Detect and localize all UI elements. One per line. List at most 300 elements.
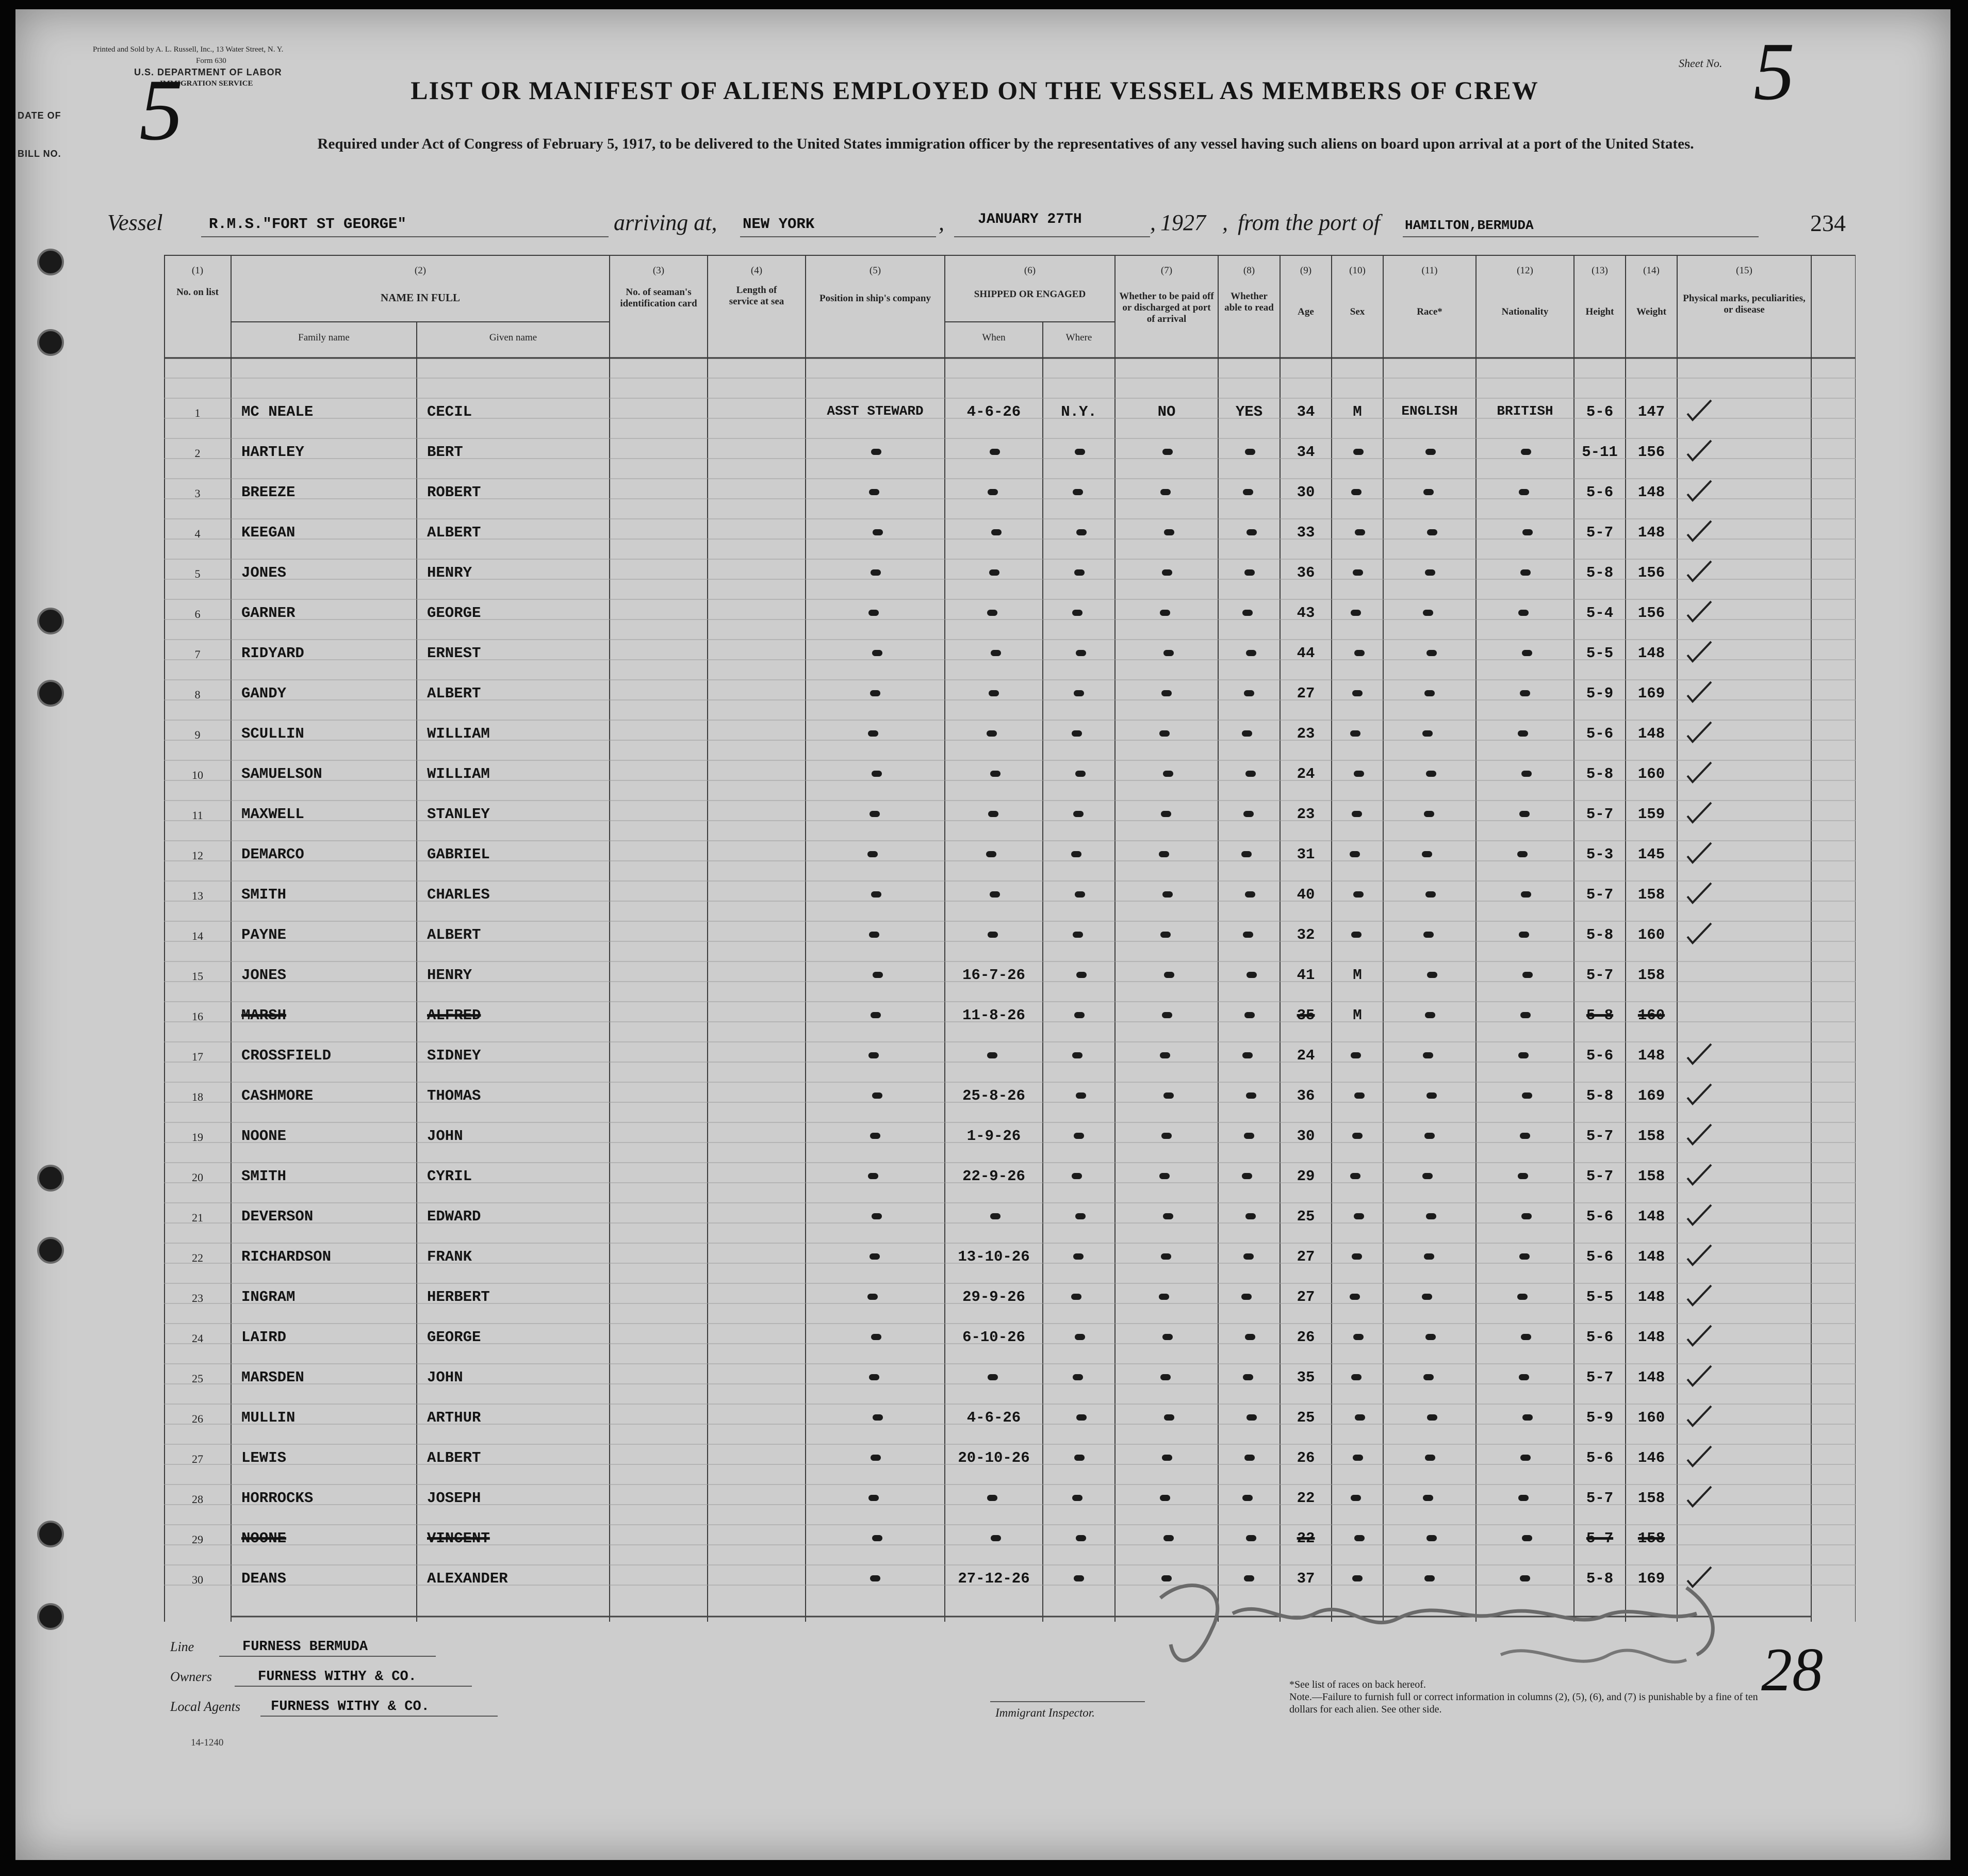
check-mark-icon <box>1684 1362 1715 1393</box>
ditto-mark <box>872 650 882 656</box>
ditto-mark <box>1161 1253 1171 1260</box>
ditto-mark <box>1160 932 1171 938</box>
cell-where: N.Y. <box>1061 403 1097 420</box>
cell-when: 4-6-26 <box>966 403 1021 420</box>
ditto-mark <box>1162 1012 1172 1018</box>
ditto-mark <box>1074 1012 1085 1018</box>
ditto-mark <box>1521 1334 1531 1340</box>
cell-height: 5-6 <box>1586 1248 1614 1265</box>
check-mark-icon <box>1684 1201 1715 1232</box>
cell-height: 5-5 <box>1586 645 1614 662</box>
ditto-mark <box>871 569 881 576</box>
col-num: (9) <box>1300 265 1312 276</box>
col-header-nationality: Nationality <box>1501 306 1549 317</box>
ditto-mark <box>1352 690 1363 696</box>
fine-note: Note.—Failure to furnish full or correct information in columns (2), (5), (6), and (7) is punishable by a fine of ten dollars for each alien. See other side. <box>1289 1691 1758 1715</box>
cell-height: 5-6 <box>1586 1329 1614 1346</box>
ditto-mark <box>1521 771 1532 777</box>
cell-no: 27 <box>192 1453 203 1465</box>
punch-hole <box>37 680 64 707</box>
col-num: (6) <box>1024 265 1036 276</box>
cell-age: 32 <box>1297 926 1315 943</box>
department-name: U.S. DEPARTMENT OF LABOR <box>134 67 282 77</box>
ditto-mark <box>871 1334 881 1340</box>
ditto-mark <box>1245 1213 1256 1219</box>
cell-given: JOHN <box>427 1369 463 1386</box>
ditto-mark <box>990 891 1000 898</box>
cell-height: 5-7 <box>1586 886 1614 903</box>
cell-when: 27-12-26 <box>958 1570 1030 1587</box>
ditto-mark <box>1074 690 1084 696</box>
cell-no: 19 <box>192 1131 203 1144</box>
ditto-mark <box>1519 1253 1530 1260</box>
ditto-mark <box>1072 610 1083 616</box>
cell-weight: 148 <box>1637 1329 1665 1346</box>
cell-family: DEMARCO <box>241 846 304 863</box>
check-mark-icon <box>1684 1120 1715 1151</box>
ditto-mark <box>1242 610 1253 616</box>
ditto-mark <box>1159 730 1170 737</box>
cell-family: RIDYARD <box>241 645 304 662</box>
cell-height: 5-5 <box>1586 1288 1614 1306</box>
ditto-mark <box>1520 1133 1530 1139</box>
ditto-mark <box>1519 811 1530 817</box>
col-num: (3) <box>652 265 665 276</box>
ditto-mark <box>873 1414 883 1421</box>
cell-no: 18 <box>192 1090 203 1103</box>
table-row <box>164 794 1856 835</box>
ditto-mark <box>1351 610 1361 616</box>
check-mark-icon <box>1684 396 1715 427</box>
ditto-mark <box>1075 1334 1085 1340</box>
ditto-mark <box>1519 932 1529 938</box>
cell-age: 30 <box>1297 1128 1315 1145</box>
cell-weight: 169 <box>1637 685 1665 702</box>
cell-weight: 148 <box>1637 1047 1665 1064</box>
col-num: (4) <box>750 265 763 276</box>
cell-family: PAYNE <box>241 926 287 943</box>
cell-weight: 145 <box>1637 846 1665 863</box>
ditto-mark <box>1426 1213 1436 1219</box>
cell-weight: 148 <box>1637 645 1665 662</box>
ditto-mark <box>987 1052 997 1058</box>
handwritten-count: 28 <box>1761 1635 1823 1704</box>
ditto-mark <box>1164 1414 1174 1421</box>
ditto-mark <box>1247 529 1257 535</box>
ditto-mark <box>1072 1173 1082 1179</box>
cell-no: 15 <box>192 970 203 983</box>
cell-given: ALBERT <box>427 926 481 943</box>
ditto-mark <box>1074 1455 1085 1461</box>
manifest-sheet: DATE OF BILL NO. Printed and Sold by A. L. Russell, Inc., 13 Water Street, N. Y. Form 630 U.S. DEPARTMENT OF LABOR IMMIGRATION SERVICE 5 Sheet No. 5 LIST OR MANIFEST OF ALIENS EMPLOYED ON THE VESSEL AS MEMBERS OF CREW Required under Act of Congress of February 5, 1917, to be delivered to the United States immigration officer by the representatives of any vessel having such aliens on board upon arrival at a port of the United States. Vessel R.M.S."FORT ST GEORGE" arriving at, NEW YORK , JANUARY 27TH , 1927 , from the port of HAMILTON,BERMUDA 234 (1) (2) (3) (4) (5) (6) (7) (8) (9) (10) (11) (12) (13) (14) (15) No. on list NAME IN FULL Family name Given name No. of seaman's identification card Length of service at sea Position in ship's company SHIPPED OR ENGAGED When Where Whether to be paid off or discharged at port of arrival Whether able to read Age Sex Race* Nationality Height Weight Physical marks, peculiarities, or disease 1 MC NEALE CECIL ASST STEWARD 4-6-26 N.Y. NO YES 34 M ENGLISH BRITISH 5-6 147 2 HARTLEY BERT 34 5-11 156 3 BREEZE ROBERT 30 5-6 148 4 KEEGAN ALBERT 33 5-7 148 5 JONES HENRY 36 5-8 156 6 GARNER GEORGE 43 5-4 156 7 RIDYARD ERNEST 44 5-5 148 8 GANDY ALBERT 27 5-9 169 9 SCULLIN WILLIAM 23 5-6 148 10 SAMUELSON WILLIAM 24 5-8 160 11 MAXWELL STANLEY 23 5-7 159 12 DEMARCO GABRIEL 31 5-3 145 13 SMITH CHARLES 40 5-7 158 14 PAYNE ALBERT 32 5-8 160 15 JONES HENRY 16-7-26 41 M 5-7 158 16 MARSH ALFRED 11-8-26 35 M 5-8 160 17 CROSSFIELD SIDNEY 24 5-6 148 18 CASHMORE THOMAS 25-8-26 36 5-8 169 19 NOONE JOHN 1-9-26 30 5-7 158 20 SMITH CYRIL 22-9-26 29 5-7 158 21 DEVERSON EDWARD 25 5-6 148 22 RICHARDSON FRANK 13-10-26 27 5-6 148 23 INGRAM HERBERT 29-9-26 27 5-5 148 24 LAIRD GEORGE 6-10-26 26 5-6 148 25 MARSDEN JOHN 35 5-7 148 26 MULLIN ARTHUR 4-6-26 25 5-9 160 27 LEWIS ALBERT 20-10-26 26 5-6 146 28 HORROCKS JOSEPH 22 5-7 158 29 NOONE VINCENT 22 5-7 158 30 DEANS ALEXANDER 27-12-26 37 5-8 169 Line FURNESS BERMUDA Owners FURNESS WITHY & CO. Local Agents FURNESS WITHY & CO. 14-1240 Immigrant Inspector. *See list of races on back hereof. Note.—Failure to furnish full or correct information in columns (2), (5), (6), and (7) is punishable by a fine of ten dollars for each alien. See other side. 28 <box>15 9 1950 1860</box>
cell-family: MAXWELL <box>241 806 304 823</box>
ditto-mark <box>1351 1495 1361 1501</box>
cell-no: 9 <box>194 728 201 741</box>
ditto-mark <box>1522 650 1532 656</box>
punch-hole <box>37 1603 64 1630</box>
owners-value: FURNESS WITHY & CO. <box>258 1669 417 1685</box>
ditto-mark <box>1244 690 1254 696</box>
cell-no: 16 <box>192 1010 203 1023</box>
ditto-mark <box>1073 489 1083 495</box>
ditto-mark <box>1425 1334 1436 1340</box>
table-row <box>164 513 1856 553</box>
col-header-physical: Physical marks, peculiarities, or disease <box>1683 293 1806 315</box>
ditto-mark <box>1425 569 1435 576</box>
from-label: from the port of <box>1238 210 1380 235</box>
ditto-mark <box>1245 891 1255 898</box>
cell-age: 26 <box>1297 1449 1315 1466</box>
ditto-mark <box>1247 1414 1257 1421</box>
cell-nationality: BRITISH <box>1497 403 1553 419</box>
ditto-mark <box>1160 1052 1170 1058</box>
cell-age: 36 <box>1297 1087 1315 1104</box>
cell-age: 30 <box>1297 484 1315 501</box>
cell-no: 29 <box>192 1533 203 1546</box>
cell-age: 43 <box>1297 605 1315 622</box>
ditto-mark <box>873 529 883 535</box>
cell-no: 7 <box>194 648 201 661</box>
ditto-mark <box>1423 932 1434 938</box>
cell-position: ASST STEWARD <box>827 403 924 419</box>
cell-given: THOMAS <box>427 1087 481 1104</box>
check-mark-icon <box>1684 1040 1715 1071</box>
cell-height: 5-7 <box>1586 1369 1614 1386</box>
cell-height: 5-6 <box>1586 725 1614 742</box>
col-header-height: Height <box>1585 306 1614 317</box>
cell-weight: 148 <box>1637 524 1665 541</box>
cell-when: 1-9-26 <box>966 1128 1021 1145</box>
ditto-mark <box>1242 730 1252 737</box>
check-mark-icon <box>1684 557 1715 588</box>
cell-height: 5-8 <box>1586 564 1614 581</box>
ditto-mark <box>1425 449 1436 455</box>
ditto-mark <box>1353 1334 1364 1340</box>
line-label: Line <box>170 1639 194 1654</box>
ditto-mark <box>1073 932 1083 938</box>
ditto-mark <box>1424 1133 1435 1139</box>
check-mark-icon <box>1684 477 1715 508</box>
ditto-mark <box>1072 730 1082 737</box>
ditto-mark <box>988 1374 998 1380</box>
cell-given: VINCENT <box>427 1530 490 1547</box>
cell-family: NOONE <box>241 1128 287 1145</box>
col-num: (7) <box>1160 265 1173 276</box>
cell-no: 3 <box>194 487 201 500</box>
col-header-idcard: No. of seaman's identification card <box>620 287 697 309</box>
col-num: (2) <box>414 265 427 276</box>
cell-height: 5-6 <box>1586 1047 1614 1064</box>
col-num: (1) <box>191 265 204 276</box>
ditto-mark <box>1423 1052 1433 1058</box>
check-mark-icon <box>1684 678 1715 709</box>
ditto-mark <box>991 529 1002 535</box>
col-num: (12) <box>1517 265 1533 276</box>
ditto-mark <box>1071 851 1081 857</box>
page-title: LIST OR MANIFEST OF ALIENS EMPLOYED ON THE VESSEL AS MEMBERS OF CREW <box>411 76 1539 105</box>
agents-label: Local Agents <box>170 1699 241 1714</box>
cell-family: BREEZE <box>241 484 296 501</box>
cell-given: WILLIAM <box>427 765 490 782</box>
page-number: 234 <box>1810 210 1846 236</box>
cell-no: 5 <box>194 567 201 580</box>
check-mark-icon <box>1684 638 1715 668</box>
ditto-mark <box>1427 972 1437 978</box>
ditto-mark <box>871 1012 881 1018</box>
cell-no: 28 <box>192 1493 203 1506</box>
check-mark-icon <box>1684 919 1715 950</box>
cell-weight: 156 <box>1637 605 1665 622</box>
cell-given: ARTHUR <box>427 1409 481 1426</box>
table-row <box>164 915 1856 955</box>
ditto-mark <box>988 811 998 817</box>
col-header-given: Given name <box>489 332 537 343</box>
cell-family: CROSSFIELD <box>241 1047 332 1064</box>
cell-when: 6-10-26 <box>962 1329 1025 1346</box>
ditto-mark <box>1075 771 1086 777</box>
cell-height: 5-11 <box>1582 444 1618 461</box>
check-mark-icon <box>1684 1322 1715 1352</box>
cell-height: 5-7 <box>1586 1168 1614 1185</box>
arrival-date: JANUARY 27TH <box>978 211 1082 227</box>
check-mark-icon <box>1684 597 1715 628</box>
cell-weight: 160 <box>1637 765 1665 782</box>
ditto-mark <box>1245 449 1255 455</box>
margin-label: BILL NO. <box>18 149 61 159</box>
cell-no: 10 <box>192 769 203 781</box>
cell-no: 1 <box>194 406 201 419</box>
table-row <box>164 955 1856 996</box>
check-mark-icon <box>1684 1281 1715 1312</box>
cell-weight: 159 <box>1637 806 1665 823</box>
ditto-mark <box>1517 1294 1528 1300</box>
cell-age: 35 <box>1297 1007 1315 1024</box>
ditto-mark <box>867 1294 878 1300</box>
ditto-mark <box>1162 1455 1172 1461</box>
cell-weight: 148 <box>1637 1369 1665 1386</box>
ditto-mark <box>988 932 998 938</box>
ditto-mark <box>1425 1012 1435 1018</box>
cell-weight: 160 <box>1637 1409 1665 1426</box>
ditto-mark <box>1164 529 1174 535</box>
table-row <box>164 1478 1856 1519</box>
ditto-mark <box>1422 1173 1433 1179</box>
ditto-mark <box>1161 690 1172 696</box>
ditto-mark <box>1424 811 1434 817</box>
cell-no: 21 <box>192 1211 203 1224</box>
cell-no: 23 <box>192 1292 203 1304</box>
ditto-mark <box>1075 449 1085 455</box>
ditto-mark <box>1522 1535 1532 1541</box>
ditto-mark <box>1518 730 1528 737</box>
cell-family: SMITH <box>241 886 287 903</box>
cell-age: 24 <box>1297 1047 1315 1064</box>
table-row <box>164 1519 1856 1559</box>
ditto-mark <box>1351 932 1362 938</box>
ditto-mark <box>1518 610 1529 616</box>
cell-height: 5-4 <box>1586 605 1614 622</box>
ditto-mark <box>1521 891 1531 898</box>
cell-age: 22 <box>1297 1530 1315 1547</box>
check-mark-icon <box>1684 1402 1715 1433</box>
ditto-mark <box>1076 1092 1086 1099</box>
ditto-mark <box>1354 1213 1364 1219</box>
ditto-mark <box>1159 1294 1169 1300</box>
ditto-mark <box>1427 529 1437 535</box>
cell-height: 5-6 <box>1586 484 1614 501</box>
cell-family: HORROCKS <box>241 1490 314 1507</box>
cell-when: 11-8-26 <box>962 1007 1025 1024</box>
col-num: (11) <box>1421 265 1438 276</box>
cell-no: 20 <box>192 1171 203 1184</box>
ditto-mark <box>1350 851 1360 857</box>
arriving-label: arriving at, <box>614 210 717 235</box>
cell-weight: 147 <box>1637 403 1665 420</box>
table-row <box>164 472 1856 513</box>
cell-weight: 169 <box>1637 1087 1665 1104</box>
ditto-mark <box>1518 1052 1529 1058</box>
cell-height: 5-8 <box>1586 1007 1614 1024</box>
ditto-mark <box>1423 1374 1434 1380</box>
cell-given: STANLEY <box>427 806 490 823</box>
ditto-mark <box>989 569 999 576</box>
cell-when: 4-6-26 <box>966 1409 1021 1426</box>
cell-age: 41 <box>1297 967 1315 984</box>
cell-weight: 158 <box>1637 1490 1665 1507</box>
table-row <box>164 714 1856 754</box>
cell-weight: 158 <box>1637 1168 1665 1185</box>
check-mark-icon <box>1684 879 1715 910</box>
ditto-mark <box>1163 771 1173 777</box>
cell-given: GEORGE <box>427 605 481 622</box>
ditto-mark <box>1245 771 1256 777</box>
table-row <box>164 1036 1856 1076</box>
table-row <box>164 1358 1856 1398</box>
ditto-mark <box>1243 811 1254 817</box>
cell-when: 25-8-26 <box>962 1087 1025 1104</box>
cell-weight: 148 <box>1637 1208 1665 1225</box>
cell-given: GEORGE <box>427 1329 481 1346</box>
vessel-name: R.M.S."FORT ST GEORGE" <box>209 216 406 233</box>
cell-family: SMITH <box>241 1168 287 1185</box>
ditto-mark <box>1351 1374 1362 1380</box>
col-header-where: Where <box>1065 332 1092 343</box>
cell-given: ERNEST <box>427 645 481 662</box>
punch-hole <box>37 249 64 275</box>
ditto-mark <box>1242 1052 1253 1058</box>
cell-when: 13-10-26 <box>958 1248 1030 1265</box>
ditto-mark <box>1163 1535 1174 1541</box>
col-header-paid: Whether to be paid off or discharged at port of arrival <box>1119 291 1214 324</box>
cell-age: 40 <box>1297 886 1315 903</box>
cell-weight: 148 <box>1637 484 1665 501</box>
ditto-mark <box>1352 1253 1362 1260</box>
table-row <box>164 1237 1856 1277</box>
cell-when: 20-10-26 <box>958 1449 1030 1466</box>
table-row <box>164 835 1856 875</box>
cell-age: 34 <box>1297 444 1315 461</box>
cell-family: KEEGAN <box>241 524 296 541</box>
cell-family: RICHARDSON <box>241 1248 332 1265</box>
cell-family: MC NEALE <box>241 403 314 420</box>
cell-when: 29-9-26 <box>962 1288 1025 1306</box>
ditto-mark <box>987 610 997 616</box>
sheet-number: 5 <box>1753 25 1795 117</box>
check-mark-icon <box>1684 1080 1715 1111</box>
page-subtitle: Required under Act of Congress of February 5, 1917, to be delivered to the United States immigration officer by the representatives of any vessel having such aliens on board upon arrival at a port of the United States. <box>317 136 1694 152</box>
cell-no: 25 <box>192 1372 203 1385</box>
cell-height: 5-7 <box>1586 806 1614 823</box>
cell-age: 37 <box>1297 1570 1315 1587</box>
cell-family: DEVERSON <box>241 1208 314 1225</box>
ditto-mark <box>1244 569 1255 576</box>
ditto-mark <box>987 730 997 737</box>
ditto-mark <box>1351 489 1362 495</box>
col-num: (13) <box>1592 265 1608 276</box>
ditto-mark <box>1425 1455 1435 1461</box>
ditto-mark <box>1427 1414 1437 1421</box>
ditto-mark <box>1424 690 1435 696</box>
ditto-mark <box>1423 1495 1433 1501</box>
col-header-weight: Weight <box>1636 306 1667 317</box>
ditto-mark <box>1162 449 1173 455</box>
check-mark-icon <box>1684 839 1715 870</box>
ditto-mark <box>1159 851 1169 857</box>
ditto-mark <box>991 650 1001 656</box>
cell-given: JOHN <box>427 1128 463 1145</box>
col-header-sex: Sex <box>1350 306 1365 317</box>
ditto-mark <box>1424 1253 1434 1260</box>
ditto-mark <box>870 690 880 696</box>
ditto-mark <box>1426 771 1436 777</box>
cell-age: 26 <box>1297 1329 1315 1346</box>
ditto-mark <box>1159 1173 1170 1179</box>
ditto-mark <box>1073 1253 1084 1260</box>
ditto-mark <box>1246 1092 1256 1099</box>
cell-family: INGRAM <box>241 1288 296 1306</box>
cell-family: JONES <box>241 967 287 984</box>
ditto-mark <box>868 1052 879 1058</box>
margin-label: DATE OF <box>18 110 61 121</box>
ditto-mark <box>1521 1213 1532 1219</box>
ditto-mark <box>1071 1294 1081 1300</box>
col-header-no: No. on list <box>176 287 219 298</box>
ditto-mark <box>1353 449 1364 455</box>
col-num: (5) <box>869 265 881 276</box>
ditto-mark <box>1355 529 1365 535</box>
cell-given: ALFRED <box>427 1007 481 1024</box>
cell-no: 14 <box>192 929 203 942</box>
ditto-mark <box>1243 1374 1253 1380</box>
ditto-mark <box>1164 972 1174 978</box>
cell-race: ENGLISH <box>1401 403 1458 419</box>
ditto-mark <box>868 730 878 737</box>
check-mark-icon <box>1684 1241 1715 1272</box>
cell-family: SAMUELSON <box>241 765 322 782</box>
ditto-mark <box>1354 1092 1365 1099</box>
ditto-mark <box>1520 690 1530 696</box>
col-header-shipped: SHIPPED OR ENGAGED <box>974 289 1086 300</box>
ditto-mark <box>870 1133 880 1139</box>
col-header-age: Age <box>1298 306 1314 317</box>
cell-age: 34 <box>1297 403 1315 420</box>
cell-given: ALBERT <box>427 685 481 702</box>
ditto-mark <box>1241 1294 1252 1300</box>
ditto-mark <box>1244 1133 1254 1139</box>
cell-given: FRANK <box>427 1248 472 1265</box>
ditto-mark <box>988 489 998 495</box>
table-row <box>164 1076 1856 1116</box>
